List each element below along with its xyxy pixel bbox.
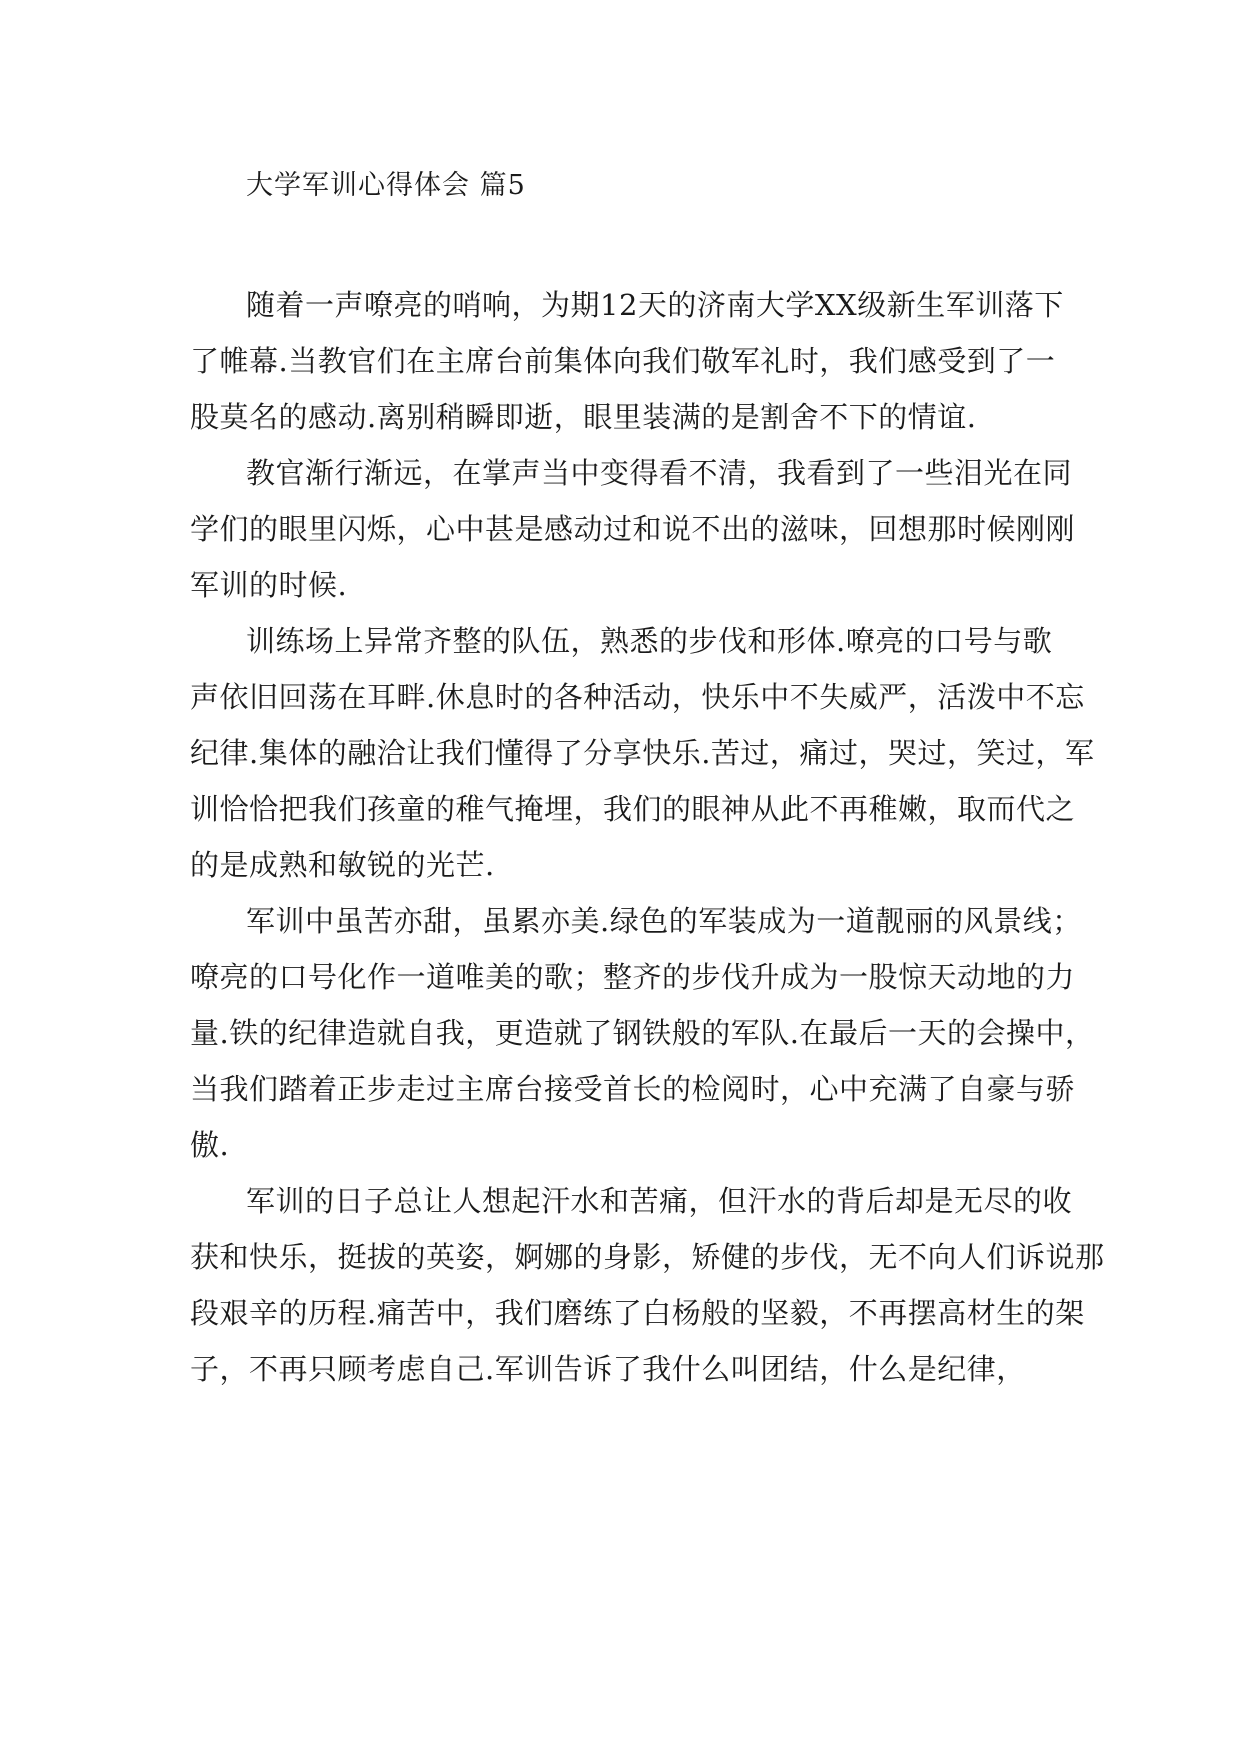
- text-line: 子，不再只顾考虑自己.军训告诉了我什么叫团结，什么是纪律，: [190, 1352, 1026, 1386]
- text-line: 随着一声嘹亮的哨响，为期12天的济南大学XX级新生军训落下: [246, 288, 1064, 322]
- text-line: 声依旧回荡在耳畔.休息时的各种活动，快乐中不失威严，活泼中不忘: [190, 680, 1085, 714]
- text-line: 的是成熟和敏锐的光芒.: [190, 848, 495, 882]
- paragraph: [190, 277, 1064, 445]
- text-line: 了帷幕.当教官们在主席台前集体向我们敬军礼时，我们感受到了一: [190, 344, 1056, 378]
- paragraph: [190, 1173, 1105, 1397]
- text-line: 教官渐行渐远，在掌声当中变得看不清，我看到了一些泪光在同: [246, 456, 1073, 490]
- text-line: 训练场上异常齐整的队伍，熟悉的步伐和形体.嘹亮的口号与歌: [246, 624, 1053, 658]
- text-line: 获和快乐，挺拔的英姿，婀娜的身影，矫健的步伐，无不向人们诉说那: [190, 1240, 1105, 1274]
- text-line: 学们的眼里闪烁，心中甚是感动过和说不出的滋味，回想那时候刚刚: [190, 512, 1076, 546]
- text-line: 纪律.集体的融洽让我们懂得了分享快乐.苦过，痛过，哭过，笑过，军: [190, 736, 1095, 770]
- text-line: 当我们踏着正步走过主席台接受首长的检阅时，心中充满了自豪与骄: [190, 1072, 1076, 1106]
- text-line: 军训的时候.: [190, 568, 348, 602]
- paragraph: [190, 613, 1095, 893]
- text-line: 军训中虽苦亦甜，虽累亦美.绿色的军装成为一道靓丽的风景线；: [246, 904, 1082, 938]
- paragraph: [190, 893, 1095, 1173]
- text-line: 傲.: [190, 1128, 230, 1162]
- text-line: 段艰辛的历程.痛苦中，我们磨练了白杨般的坚毅，不再摆高材生的架: [190, 1296, 1085, 1330]
- text-line: 嘹亮的口号化作一道唯美的歌；整齐的步伐升成为一股惊天动地的力: [190, 960, 1076, 994]
- text-line: 训恰恰把我们孩童的稚气掩埋，我们的眼神从此不再稚嫩，取而代之: [190, 792, 1076, 826]
- text-line: 股莫名的感动.离别稍瞬即逝，眼里装满的是割舍不下的情谊.: [190, 400, 977, 434]
- paragraph: [190, 445, 1076, 613]
- body-text: [190, 277, 1105, 1397]
- text-line: 军训的日子总让人想起汗水和苦痛，但汗水的背后却是无尽的收: [246, 1184, 1073, 1218]
- text-line: 量.铁的纪律造就自我，更造就了钢铁般的军队.在最后一天的会操中，: [190, 1016, 1095, 1050]
- page-title: 大学军训心得体会 篇5: [246, 170, 526, 201]
